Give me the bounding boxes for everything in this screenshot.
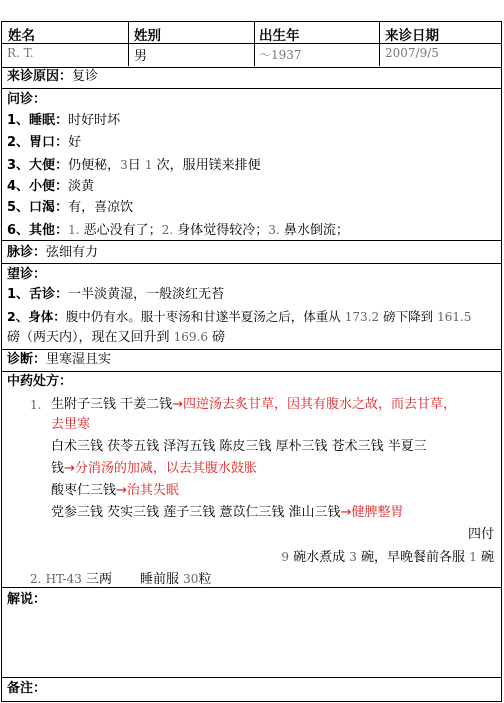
column-divider bbox=[254, 21, 255, 66]
item-sep: ： bbox=[55, 287, 69, 302]
observation-body bbox=[7, 308, 471, 326]
rule bbox=[2, 240, 501, 241]
dose-text: 碗，早晚餐前各服 bbox=[361, 550, 466, 565]
explanation-label: 解说： bbox=[7, 592, 47, 607]
item-number: 1、 bbox=[7, 113, 30, 128]
item-text: 淡黄 bbox=[68, 179, 95, 194]
observation-title: 望诊： bbox=[7, 267, 47, 282]
item-sep: ： bbox=[55, 113, 69, 128]
item-label: 舌诊 bbox=[29, 287, 56, 302]
item-number: 2. bbox=[30, 572, 42, 586]
column-divider bbox=[379, 21, 380, 66]
inquiry-other bbox=[7, 221, 349, 240]
item-sep: ： bbox=[55, 223, 69, 238]
item-label: 身体 bbox=[28, 309, 54, 324]
item-text: 恶心没有了； bbox=[83, 223, 162, 238]
column-divider bbox=[128, 21, 129, 66]
item-text: 磅（两天内），现在又回升到 bbox=[7, 330, 170, 345]
rule bbox=[2, 677, 501, 678]
item-label: 胃口 bbox=[29, 135, 56, 150]
prescription-line3 bbox=[51, 458, 257, 480]
prescription-line1 bbox=[51, 394, 456, 416]
visit-reason-label: 来诊原因： bbox=[7, 69, 73, 84]
inquiry-title: 问诊： bbox=[7, 92, 47, 107]
patient-visit-date: 2007/9/5 bbox=[385, 46, 439, 60]
rule bbox=[2, 371, 501, 372]
dose-number: 9 bbox=[281, 550, 289, 564]
patient-name: R. T. bbox=[7, 46, 34, 60]
product-instruction: 睡前服 bbox=[140, 572, 180, 587]
header-name: 姓名 bbox=[8, 28, 35, 44]
item-text: 好 bbox=[68, 135, 82, 150]
item-number: 5、 bbox=[7, 200, 30, 215]
prescription-item2 bbox=[30, 568, 211, 591]
herb-list: 党参三钱 芡实三钱 莲子三钱 薏苡仁三钱 淮山三钱 bbox=[51, 505, 341, 520]
herb-list: 酸枣仁三钱 bbox=[51, 483, 117, 498]
item-number: 2、 bbox=[7, 309, 29, 324]
product-qty: 三两 bbox=[85, 572, 112, 587]
item-label: 其他 bbox=[29, 223, 56, 238]
item-number: 6、 bbox=[7, 223, 30, 238]
rule bbox=[2, 263, 501, 264]
item-text: 磅下降到 bbox=[383, 309, 434, 324]
item-sep: ： bbox=[55, 179, 69, 194]
item-number-value: 2. bbox=[161, 223, 174, 237]
patient-gender: 男 bbox=[134, 49, 148, 64]
item-number: 4、 bbox=[7, 179, 30, 194]
inquiry-appetite bbox=[7, 134, 81, 152]
weight-value: 161.5 bbox=[437, 310, 472, 324]
item-number-value: 3 bbox=[120, 158, 128, 172]
item-text: 磅 bbox=[212, 330, 226, 345]
herb-note: 治其失眠 bbox=[126, 483, 179, 498]
rule bbox=[2, 349, 501, 350]
item-text: 腹中仍有水。服十枣汤和甘遂半夏汤之后，体重从 bbox=[65, 309, 341, 324]
prescription-dosage bbox=[281, 546, 494, 569]
prescription-line1-cont bbox=[51, 414, 90, 436]
diagnosis-value: 里寒湿且实 bbox=[46, 352, 112, 367]
herb-list: 白术三钱 茯苓五钱 泽泻五钱 陈皮三钱 厚朴三钱 苍术三钱 半夏三 bbox=[51, 439, 427, 454]
pulse-label: 脉诊： bbox=[7, 245, 47, 260]
visit-reason-value: 复诊 bbox=[72, 69, 99, 84]
item-number: 2、 bbox=[7, 135, 30, 150]
diagnosis bbox=[7, 351, 111, 369]
item-number-value: 1 bbox=[144, 158, 153, 172]
prescription-item1-number bbox=[30, 394, 41, 417]
item-number: 1、 bbox=[7, 287, 30, 302]
dose-number: 1 bbox=[469, 550, 477, 564]
arrow-right-icon: → bbox=[116, 483, 127, 498]
item-text: 时好时坏 bbox=[68, 113, 121, 128]
item-label: 大便 bbox=[29, 158, 56, 173]
prescription-count: 四付 bbox=[467, 527, 494, 542]
item-text: 次，服用镁来排便 bbox=[156, 158, 261, 173]
item-text: 一半淡黄湿，一般淡红无苔 bbox=[68, 287, 225, 302]
item-number-value: 3. bbox=[268, 223, 280, 237]
dose-number: 30 bbox=[183, 572, 199, 586]
prescription-line2 bbox=[51, 436, 427, 458]
item-text: 鼻水倒流； bbox=[283, 223, 349, 238]
arrow-right-icon: → bbox=[172, 397, 184, 412]
herb-note: 四逆汤去炙甘草，因其有腹水之故，而去甘草， bbox=[183, 397, 457, 412]
item-text: 仍便秘， bbox=[68, 158, 121, 173]
inquiry-urine bbox=[7, 178, 94, 196]
dose-text: 碗 bbox=[480, 550, 494, 565]
inquiry-sleep bbox=[7, 112, 120, 130]
herb-list: 生附子三钱 干姜二钱 bbox=[51, 397, 173, 412]
item-label: 小便 bbox=[29, 179, 56, 194]
item-number: 3、 bbox=[7, 158, 30, 173]
pulse-diagnosis bbox=[7, 244, 98, 262]
dose-text: 碗水煮成 bbox=[293, 550, 346, 565]
visit-reason bbox=[7, 68, 98, 86]
observation-tongue bbox=[7, 286, 224, 304]
item-text: 身体觉得较冷； bbox=[177, 223, 269, 238]
dose-unit: 粒 bbox=[198, 572, 212, 587]
item-number-value: 1. bbox=[68, 223, 80, 237]
weight-value: 173.2 bbox=[344, 310, 380, 324]
item-text: 有，喜凉饮 bbox=[68, 200, 134, 215]
weight-value: 169.6 bbox=[173, 330, 209, 344]
item-sep: ： bbox=[55, 135, 69, 150]
item-sep: ： bbox=[55, 200, 69, 215]
prescription-line4 bbox=[51, 480, 179, 502]
item-label: 睡眠 bbox=[29, 113, 56, 128]
herb-note: 健脾整胃 bbox=[351, 505, 404, 520]
notes-label: 备注： bbox=[7, 681, 47, 696]
arrow-right-icon: → bbox=[64, 461, 75, 476]
herb-list: 钱 bbox=[51, 461, 65, 476]
prescription-line5 bbox=[51, 502, 403, 524]
header-gender: 姓别 bbox=[134, 28, 161, 44]
item-label: 口渴 bbox=[29, 200, 56, 215]
patient-birth-year: ～1937 bbox=[259, 48, 302, 62]
header-visit-date: 来诊日期 bbox=[385, 28, 439, 44]
rule bbox=[2, 88, 501, 89]
item-number: 1. bbox=[30, 398, 42, 412]
header-birth-year: 出生年 bbox=[259, 28, 300, 44]
inquiry-stool bbox=[7, 156, 261, 175]
inquiry-thirst bbox=[7, 199, 133, 217]
item-sep: ： bbox=[55, 158, 69, 173]
product-code: HT-43 bbox=[45, 572, 82, 586]
herb-note: 分消汤的加减，以去其腹水鼓胀 bbox=[74, 461, 257, 476]
dose-number: 3 bbox=[349, 550, 357, 564]
item-text: 日 bbox=[127, 158, 141, 173]
observation-body-cont bbox=[7, 328, 225, 347]
arrow-right-icon: → bbox=[340, 505, 352, 520]
prescription-title: 中药处方： bbox=[7, 374, 73, 389]
item-sep: ： bbox=[53, 309, 66, 324]
diagnosis-label: 诊断： bbox=[7, 352, 47, 367]
pulse-value: 弦细有力 bbox=[46, 245, 99, 260]
herb-note: 去里寒 bbox=[51, 417, 91, 432]
